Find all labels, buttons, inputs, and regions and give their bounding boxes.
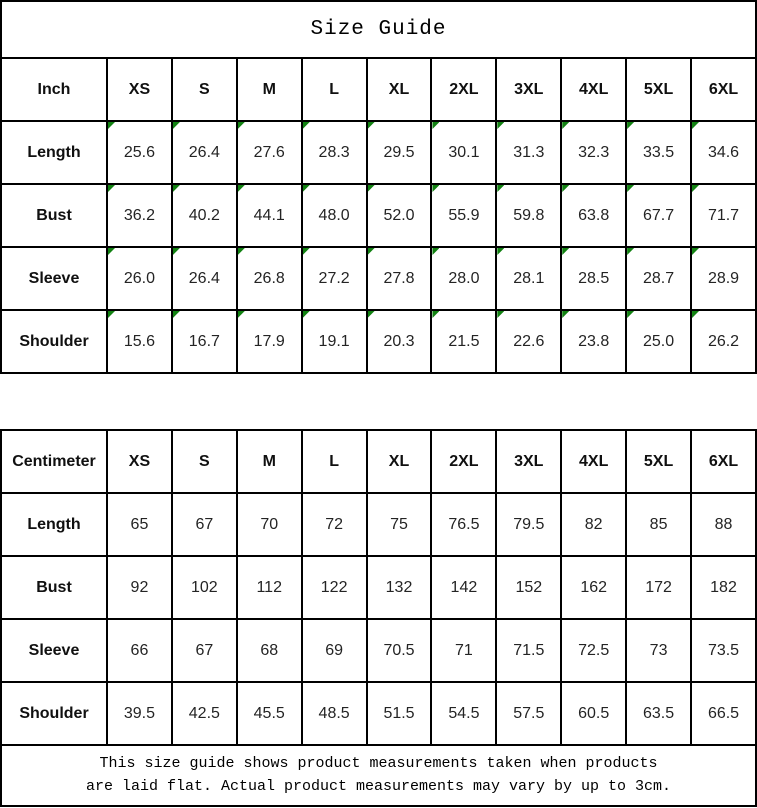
measurement-value: 27.2 — [318, 269, 350, 287]
cell-corner-indicator-icon — [627, 185, 634, 192]
measurement-value: 112 — [256, 578, 282, 596]
cell-corner-indicator-icon — [497, 185, 504, 192]
measurement-cell — [107, 247, 172, 310]
cell-corner-indicator-icon — [627, 311, 634, 318]
cell-corner-indicator-icon — [627, 248, 634, 255]
cell-corner-indicator-icon — [303, 185, 310, 192]
cell-corner-indicator-icon — [173, 185, 180, 192]
measurement-cell — [302, 682, 367, 745]
size-column-header: 3XL — [496, 58, 561, 121]
measurement-value: 27.8 — [383, 269, 415, 287]
measurement-cell — [172, 310, 237, 373]
measurement-cell — [496, 184, 561, 247]
size-column-header: XL — [367, 430, 432, 493]
measurement-cell — [172, 619, 237, 682]
row-label: Length — [1, 493, 107, 556]
measurement-cell — [431, 121, 496, 184]
header-row — [1, 430, 756, 493]
measurement-value: 42.5 — [188, 704, 220, 722]
measurement-cell — [496, 682, 561, 745]
measurement-value: 30.1 — [448, 143, 480, 161]
size-column-header: L — [302, 58, 367, 121]
size-column-header: S — [172, 58, 237, 121]
measurement-value: 26.2 — [707, 332, 740, 350]
measurement-value: 142 — [450, 578, 478, 596]
measurement-value: 39.5 — [123, 704, 156, 722]
cell-corner-indicator-icon — [692, 122, 699, 129]
table-spacer — [0, 374, 757, 431]
cell-corner-indicator-icon — [627, 122, 634, 129]
row-label: Length — [1, 121, 107, 184]
measurement-cell — [691, 310, 756, 373]
measurement-value: 66.5 — [707, 704, 740, 722]
measurement-cell — [237, 619, 302, 682]
centimeter-table — [0, 429, 757, 746]
measurement-value: 63.5 — [643, 704, 675, 722]
measurement-value: 85 — [649, 515, 668, 533]
measurement-cell — [367, 184, 432, 247]
measurement-cell — [302, 184, 367, 247]
measurement-cell — [302, 556, 367, 619]
measurement-cell — [691, 619, 756, 682]
measurement-value: 88 — [714, 515, 733, 533]
cell-corner-indicator-icon — [173, 248, 180, 255]
cell-corner-indicator-icon — [562, 311, 569, 318]
measurement-value: 63.8 — [578, 206, 610, 224]
measurement-value: 16.7 — [188, 332, 220, 350]
measurement-value: 33.5 — [643, 143, 675, 161]
cell-corner-indicator-icon — [108, 122, 115, 129]
measurement-value: 15.6 — [123, 332, 156, 350]
measurement-cell — [561, 493, 626, 556]
measurement-value: 28.5 — [578, 269, 610, 287]
measurement-value: 76.5 — [448, 515, 480, 533]
measurement-cell — [302, 247, 367, 310]
measurement-value: 67.7 — [643, 206, 675, 224]
measurement-cell — [496, 247, 561, 310]
measurement-value: 26.4 — [188, 269, 220, 287]
measurement-value: 71.7 — [707, 206, 740, 224]
measurement-cell — [431, 247, 496, 310]
measurement-value: 44.1 — [253, 206, 285, 224]
size-column-header: 5XL — [626, 430, 691, 493]
inch-table — [0, 57, 757, 374]
measurement-value: 66 — [130, 641, 149, 659]
header-row — [1, 58, 756, 121]
measurement-value: 29.5 — [383, 143, 415, 161]
cell-corner-indicator-icon — [173, 122, 180, 129]
measurement-value: 36.2 — [123, 206, 156, 224]
measurement-cell — [626, 619, 691, 682]
measurement-cell — [237, 184, 302, 247]
cell-corner-indicator-icon — [562, 185, 569, 192]
measurement-cell — [691, 121, 756, 184]
cell-corner-indicator-icon — [303, 122, 310, 129]
measurement-cell — [431, 619, 496, 682]
measurement-cell — [496, 121, 561, 184]
measurement-cell — [107, 619, 172, 682]
measurement-value: 70.5 — [383, 641, 415, 659]
cell-corner-indicator-icon — [432, 185, 439, 192]
measurement-value: 122 — [320, 578, 348, 596]
measurement-cell — [496, 493, 561, 556]
cell-corner-indicator-icon — [562, 248, 569, 255]
measurement-cell — [367, 556, 432, 619]
measurement-value: 82 — [584, 515, 603, 533]
page-title: Size Guide — [310, 18, 447, 41]
cell-corner-indicator-icon — [497, 122, 504, 129]
row-label: Bust — [1, 184, 107, 247]
measurement-cell — [367, 619, 432, 682]
cell-corner-indicator-icon — [368, 122, 375, 129]
cell-corner-indicator-icon — [238, 122, 245, 129]
measurement-value: 79.5 — [513, 515, 545, 533]
cell-corner-indicator-icon — [173, 311, 180, 318]
cell-corner-indicator-icon — [432, 311, 439, 318]
measurement-value: 17.9 — [253, 332, 285, 350]
measurement-cell — [431, 556, 496, 619]
measurement-cell — [172, 121, 237, 184]
measurement-value: 73.5 — [707, 641, 740, 659]
size-column-header: 3XL — [496, 430, 561, 493]
measurement-value: 75 — [390, 515, 408, 533]
measurement-cell — [626, 121, 691, 184]
measurement-cell — [107, 121, 172, 184]
measurement-value: 55.9 — [448, 206, 480, 224]
measurement-cell — [172, 556, 237, 619]
measurement-value: 22.6 — [513, 332, 545, 350]
measurement-cell — [107, 556, 172, 619]
measurement-cell — [172, 184, 237, 247]
cell-corner-indicator-icon — [432, 122, 439, 129]
measurement-cell — [107, 493, 172, 556]
size-column-header: 4XL — [561, 430, 626, 493]
measurement-row — [1, 493, 756, 556]
measurement-cell — [691, 556, 756, 619]
measurement-value: 26.4 — [188, 143, 220, 161]
measurement-value: 28.0 — [448, 269, 480, 287]
measurement-cell — [691, 247, 756, 310]
row-label: Sleeve — [1, 247, 107, 310]
measurement-cell — [367, 682, 432, 745]
measurement-cell — [237, 247, 302, 310]
size-column-header: S — [172, 430, 237, 493]
measurement-value: 71 — [455, 641, 473, 659]
measurement-value: 19.1 — [318, 332, 350, 350]
measurement-value: 69 — [325, 641, 344, 659]
measurement-value: 26.8 — [253, 269, 285, 287]
measurement-value: 27.6 — [253, 143, 285, 161]
cell-corner-indicator-icon — [497, 248, 504, 255]
size-column-header: 2XL — [431, 430, 496, 493]
measurement-value: 70 — [260, 515, 279, 533]
measurement-value: 72.5 — [578, 641, 610, 659]
measurement-cell — [367, 493, 432, 556]
measurement-cell — [237, 682, 302, 745]
cell-corner-indicator-icon — [108, 248, 115, 255]
measurement-cell — [561, 310, 626, 373]
measurement-value: 67 — [195, 641, 214, 659]
size-column-header: 4XL — [561, 58, 626, 121]
measurement-cell — [237, 310, 302, 373]
unit-header: Centimeter — [1, 430, 107, 493]
measurement-value: 52.0 — [383, 206, 415, 224]
measurement-cell — [496, 556, 561, 619]
cell-corner-indicator-icon — [368, 185, 375, 192]
measurement-value: 34.6 — [707, 143, 740, 161]
footer-note — [0, 744, 757, 807]
measurement-value: 23.8 — [578, 332, 610, 350]
measurement-row — [1, 619, 756, 682]
cell-corner-indicator-icon — [692, 248, 699, 255]
measurement-value: 60.5 — [578, 704, 610, 722]
measurement-value: 26.0 — [123, 269, 156, 287]
row-label: Shoulder — [1, 682, 107, 745]
measurement-cell — [237, 121, 302, 184]
measurement-cell — [172, 247, 237, 310]
measurement-cell — [367, 247, 432, 310]
measurement-value: 32.3 — [578, 143, 610, 161]
measurement-value: 51.5 — [383, 704, 415, 722]
size-column-header: L — [302, 430, 367, 493]
measurement-value: 28.9 — [707, 269, 740, 287]
row-label: Bust — [1, 556, 107, 619]
size-column-header: 6XL — [691, 430, 756, 493]
title-box — [0, 0, 757, 59]
measurement-value: 65 — [130, 515, 149, 533]
unit-header: Inch — [1, 58, 107, 121]
size-column-header: M — [237, 430, 302, 493]
measurement-cell — [431, 184, 496, 247]
measurement-value: 172 — [645, 578, 672, 596]
measurement-value: 40.2 — [188, 206, 220, 224]
measurement-value: 31.3 — [513, 143, 545, 161]
measurement-cell — [561, 184, 626, 247]
measurement-value: 28.7 — [643, 269, 675, 287]
cell-corner-indicator-icon — [303, 248, 310, 255]
measurement-cell — [431, 310, 496, 373]
measurement-cell — [107, 310, 172, 373]
row-label: Sleeve — [1, 619, 107, 682]
measurement-cell — [561, 682, 626, 745]
measurement-cell — [626, 682, 691, 745]
cell-corner-indicator-icon — [108, 185, 115, 192]
cell-corner-indicator-icon — [692, 311, 699, 318]
measurement-cell — [626, 184, 691, 247]
measurement-cell — [691, 184, 756, 247]
size-column-header: XS — [107, 430, 172, 493]
measurement-cell — [561, 247, 626, 310]
measurement-value: 45.5 — [253, 704, 285, 722]
measurement-cell — [496, 619, 561, 682]
measurement-value: 182 — [710, 578, 737, 596]
measurement-cell — [496, 310, 561, 373]
measurement-cell — [626, 247, 691, 310]
measurement-value: 71.5 — [513, 641, 545, 659]
size-column-header: 6XL — [691, 58, 756, 121]
measurement-value: 152 — [515, 578, 543, 596]
cell-corner-indicator-icon — [497, 311, 504, 318]
cell-corner-indicator-icon — [108, 311, 115, 318]
cell-corner-indicator-icon — [368, 248, 375, 255]
measurement-cell — [626, 310, 691, 373]
measurement-value: 102 — [190, 578, 218, 596]
row-label: Shoulder — [1, 310, 107, 373]
measurement-cell — [237, 556, 302, 619]
measurement-cell — [172, 682, 237, 745]
size-column-header: 5XL — [626, 58, 691, 121]
measurement-value: 72 — [325, 515, 344, 533]
measurement-value: 28.1 — [513, 269, 545, 287]
measurement-row — [1, 247, 756, 310]
measurement-cell — [626, 556, 691, 619]
footer-note-line1: This size guide shows product measurements taken when products — [99, 755, 658, 772]
footer-note-line2: are laid flat. Actual product measurements may vary by up to 3cm. — [85, 777, 672, 795]
measurement-row — [1, 310, 756, 373]
measurement-cell — [431, 682, 496, 745]
measurement-value: 21.5 — [448, 332, 480, 350]
size-column-header: 2XL — [431, 58, 496, 121]
measurement-value: 59.8 — [513, 206, 545, 224]
measurement-value: 162 — [580, 578, 608, 596]
cell-corner-indicator-icon — [368, 311, 375, 318]
measurement-cell — [561, 619, 626, 682]
measurement-cell — [302, 310, 367, 373]
measurement-row — [1, 682, 756, 745]
size-column-header: M — [237, 58, 302, 121]
measurement-cell — [431, 493, 496, 556]
measurement-cell — [691, 682, 756, 745]
measurement-row — [1, 121, 756, 184]
measurement-value: 73 — [649, 641, 668, 659]
measurement-row — [1, 556, 756, 619]
measurement-cell — [561, 121, 626, 184]
measurement-value: 20.3 — [383, 332, 415, 350]
measurement-cell — [172, 493, 237, 556]
measurement-cell — [107, 682, 172, 745]
measurement-row — [1, 184, 756, 247]
measurement-cell — [302, 121, 367, 184]
measurement-value: 48.5 — [318, 704, 350, 722]
cell-corner-indicator-icon — [303, 311, 310, 318]
measurement-cell — [367, 310, 432, 373]
measurement-cell — [367, 121, 432, 184]
size-column-header: XS — [107, 58, 172, 121]
measurement-cell — [691, 493, 756, 556]
cell-corner-indicator-icon — [692, 185, 699, 192]
measurement-value: 67 — [195, 515, 214, 533]
cell-corner-indicator-icon — [562, 122, 569, 129]
measurement-value: 25.6 — [123, 143, 156, 161]
measurement-value: 28.3 — [318, 143, 350, 161]
measurement-cell — [561, 556, 626, 619]
measurement-value: 92 — [130, 578, 149, 596]
measurement-value: 57.5 — [513, 704, 545, 722]
measurement-cell — [107, 184, 172, 247]
cell-corner-indicator-icon — [238, 311, 245, 318]
cell-corner-indicator-icon — [238, 185, 245, 192]
cell-corner-indicator-icon — [238, 248, 245, 255]
measurement-cell — [237, 493, 302, 556]
measurement-cell — [302, 493, 367, 556]
measurement-cell — [626, 493, 691, 556]
measurement-cell — [302, 619, 367, 682]
cell-corner-indicator-icon — [432, 248, 439, 255]
measurement-value: 25.0 — [643, 332, 675, 350]
measurement-value: 48.0 — [318, 206, 350, 224]
measurement-value: 132 — [385, 578, 413, 596]
size-column-header: XL — [367, 58, 432, 121]
measurement-value: 54.5 — [448, 704, 480, 722]
measurement-value: 68 — [260, 641, 279, 659]
